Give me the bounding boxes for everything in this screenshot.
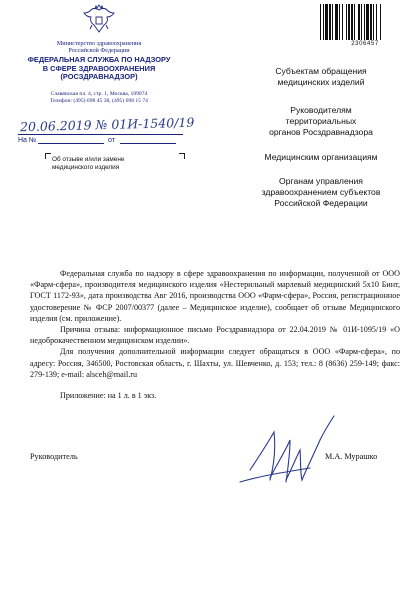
agency-address [16, 91, 182, 105]
barcode-bar [366, 4, 369, 40]
barcode-bar [323, 4, 324, 40]
barcode [318, 4, 404, 40]
coat-of-arms-icon [82, 4, 116, 36]
barcode-bar [354, 4, 355, 40]
barcode-bar [348, 4, 350, 40]
barcode-bar [351, 4, 353, 40]
body-paragraph: Причина отзыва: информационное письмо Росздравнадзора от 22.04.2019 № 01И-1095/19 «О недоброкачественном медицинском изделии». [30, 325, 400, 346]
recipient-line: органов Росздравнадзора [269, 127, 373, 137]
ministry-line: Министерство здравоохранения [56, 40, 142, 47]
recipient-block-2 [246, 105, 396, 138]
ref-from: от [108, 137, 115, 144]
signatory-name: М.А. Мурашко [325, 452, 378, 461]
body-paragraph: Для получения дополнительной информации следует обращаться в ООО «Фарм-сфера», по адресу: Россия, 346500, Ростовская область, г. Шахты, ул. Шевченко, д. 153; тел.: 8 (8636) 259-149; факс: 279-139; e-mail: alsceh@mail.ru [30, 347, 400, 379]
body-paragraph: Федеральная служба по надзору в сфере здравоохранения по информации, полученной от ООО «Фарм-сфера», производителя медицинского изделия «Нестерильный марлевый медицинский 5х10 Бинт, ГОСТ 1172-93», дата производства Авг 2016, производства ООО «Фарм-сфера», Россия, регистрационное удостоверение № ФСР 2007/00377 (далее – Медицинское изделие), сообщает об отзыве Медицинского изделия (см. приложение). [30, 269, 400, 323]
ministry-line: Российской Федерации [68, 47, 130, 55]
agency-line: В СФЕРЕ ЗДРАВООХРАНЕНИЯ [42, 63, 156, 73]
letter-body [30, 268, 400, 401]
barcode-bar [361, 4, 362, 40]
subject-line: медицинского изделия [52, 164, 120, 171]
barcode-bar [373, 4, 374, 40]
ref-date-blank [120, 134, 176, 144]
barcode-bar [339, 4, 340, 40]
recipient-line: территориальных [285, 116, 357, 126]
recipient-line: здравоохранением субъектов [261, 187, 381, 197]
ref-prefix: На № [18, 137, 37, 144]
barcode-number: 2306457 [351, 41, 379, 47]
phone-line: Телефон: (495) 698 45 38, (495) 698 15 74 [50, 98, 148, 104]
recipient-line: Субъектам обращения [275, 66, 367, 76]
barcode-bar [370, 4, 372, 40]
handwritten-signature [230, 410, 340, 495]
barcode-bar [380, 4, 381, 40]
barcode-bar [358, 4, 360, 40]
barcode-bar [320, 4, 321, 40]
recipient-line: Органам управления [279, 176, 363, 186]
barcode-bar [364, 4, 365, 40]
subject-text [52, 156, 182, 172]
ref-number-blank [38, 134, 104, 144]
barcode-bar [329, 4, 331, 40]
recipient-line: Руководителям [290, 105, 352, 115]
barcode-bar [346, 4, 347, 40]
recipient-line: медицинских изделий [277, 77, 365, 87]
signatory-role: Руководитель [30, 452, 78, 461]
recipient-line: Медицинским организациям [264, 152, 378, 162]
ministry-name [16, 40, 182, 55]
bracket-corner [45, 153, 51, 159]
barcode-bar [376, 4, 377, 40]
barcode-bar [342, 4, 343, 40]
recipient-block-4 [246, 176, 396, 209]
barcode-bar [325, 4, 328, 40]
recipient-block-1 [246, 66, 396, 88]
address-line: Славянская пл. 4, стр. 1, Москва, 109074 [50, 91, 148, 97]
subject-line: Об отзыве и/или замене [52, 156, 125, 163]
recipient-block-3 [246, 152, 396, 163]
agency-line: (РОСЗДРАВНАДЗОР) [60, 72, 138, 82]
agency-line: ФЕДЕРАЛЬНАЯ СЛУЖБА ПО НАДЗОРУ [27, 55, 171, 64]
barcode-bar [332, 4, 333, 40]
barcode-bar [335, 4, 338, 40]
recipient-line: Российской Федерации [274, 198, 368, 208]
agency-name [16, 56, 182, 82]
reference-line [18, 134, 178, 148]
attachment-note: Приложение: на 1 л. в 1 экз. [60, 391, 157, 401]
registration-number-handwritten: 20.06.2019 № 01И-1540/19 [19, 114, 195, 135]
